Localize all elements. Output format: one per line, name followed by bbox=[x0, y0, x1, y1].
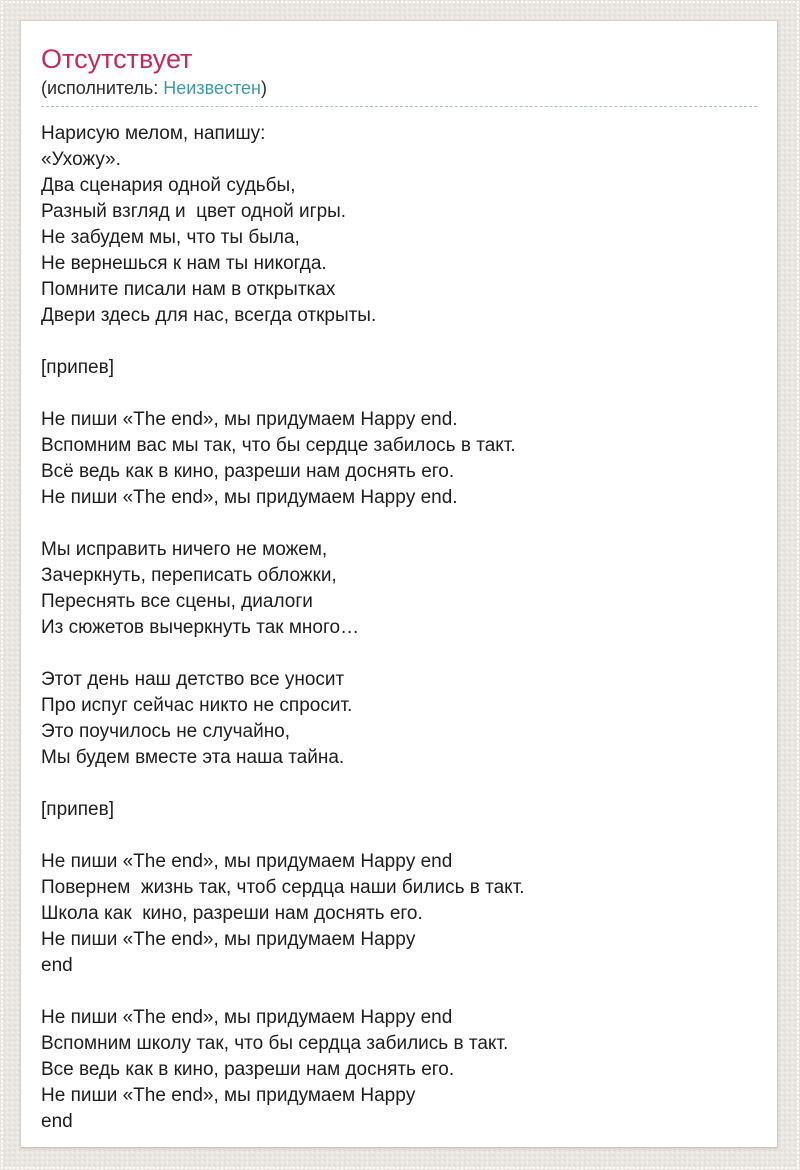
lyric-line: Все ведь как в кино, разреши нам доснять его. bbox=[41, 1059, 455, 1080]
lyrics-card bbox=[20, 20, 778, 1148]
lyric-line: Не забудем мы, что ты была, bbox=[41, 227, 300, 248]
lyric-line: Это поучилось не случайно, bbox=[41, 721, 291, 742]
lyric-line: Помните писали нам в открытках bbox=[41, 279, 336, 300]
artist-label-prefix: (исполнитель: bbox=[41, 78, 164, 98]
lyric-line bbox=[41, 641, 757, 667]
lyric-line: Вспомним школу так, что бы сердца забились в такт. bbox=[41, 1033, 509, 1054]
song-title: Отсутствует bbox=[41, 44, 193, 74]
song-header bbox=[41, 44, 757, 107]
lyrics-text bbox=[41, 121, 757, 1135]
lyric-line: Повернем жизнь так, чтоб сердца наши бились в такт. bbox=[41, 877, 525, 898]
lyric-line bbox=[41, 329, 757, 355]
lyric-line bbox=[41, 823, 757, 849]
lyric-line bbox=[41, 979, 757, 1005]
lyric-line bbox=[41, 771, 757, 797]
lyric-line: Два сценария одной судьбы, bbox=[41, 175, 296, 196]
lyric-line: Мы исправить ничего не можем, bbox=[41, 539, 328, 560]
artist-label-suffix: ) bbox=[260, 78, 267, 98]
lyric-line: Про испуг сейчас никто не спросит. bbox=[41, 695, 353, 716]
lyric-line: Из сюжетов вычеркнуть так много… bbox=[41, 617, 360, 638]
lyric-line: end bbox=[41, 1111, 73, 1132]
lyric-line: end bbox=[41, 955, 73, 976]
lyric-line: Вспомним вас мы так, что бы сердце забилось в такт. bbox=[41, 435, 516, 456]
lyric-line: Переснять все сцены, диалоги bbox=[41, 591, 313, 612]
lyric-line: Школа как кино, разреши нам доснять его. bbox=[41, 903, 423, 924]
lyric-line: Не пиши «The end», мы придумаем Happy end bbox=[41, 1007, 453, 1028]
lyric-line: [припев] bbox=[41, 799, 114, 820]
lyric-line: Не пиши «The end», мы придумаем Happy bbox=[41, 1085, 416, 1106]
lyric-line: Разный взгляд и цвет одной игры. bbox=[41, 201, 347, 222]
lyric-line: Мы будем вместе эта наша тайна. bbox=[41, 747, 345, 768]
lyric-line: Не пиши «The end», мы придумаем Happy end bbox=[41, 851, 453, 872]
lyric-line: Не вернешься к нам ты никогда. bbox=[41, 253, 327, 274]
lyric-line: Нарисую мелом, напишу: bbox=[41, 123, 266, 144]
lyric-line: Не пиши «The end», мы придумаем Happy end. bbox=[41, 409, 458, 430]
lyric-line: Не пиши «The end», мы придумаем Happy end. bbox=[41, 487, 458, 508]
lyric-line: Не пиши «The end», мы придумаем Happy bbox=[41, 929, 416, 950]
lyric-line: [припев] bbox=[41, 357, 114, 378]
lyric-line: Двери здесь для нас, всегда открыты. bbox=[41, 305, 377, 326]
lyric-line: «Ухожу». bbox=[41, 149, 121, 170]
artist-line bbox=[41, 78, 757, 99]
lyric-line: Этот день наш детство все уносит bbox=[41, 669, 345, 690]
lyric-line: Зачеркнуть, переписать обложки, bbox=[41, 565, 337, 586]
artist-link[interactable]: Неизвестен bbox=[163, 78, 261, 98]
lyric-line bbox=[41, 381, 757, 407]
lyric-line bbox=[41, 511, 757, 537]
lyric-line: Всё ведь как в кино, разреши нам доснять его. bbox=[41, 461, 455, 482]
